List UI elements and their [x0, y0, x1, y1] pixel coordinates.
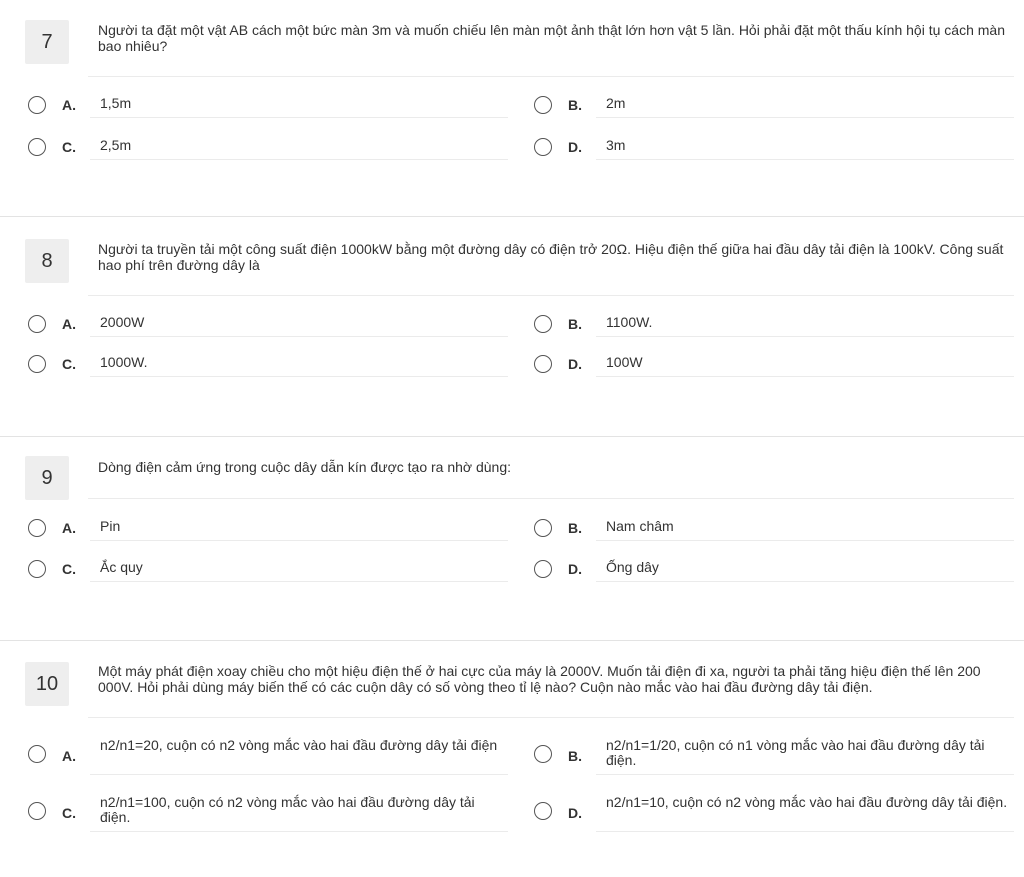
option-text: 100W [606, 354, 643, 370]
option-letter: A. [62, 316, 76, 332]
radio-button[interactable] [534, 560, 552, 578]
option-letter: D. [568, 805, 582, 821]
option-text: n2/n1=20, cuộn có n2 vòng mắc vào hai đầu đường dây tải điện [100, 737, 498, 753]
option-letter: C. [62, 139, 76, 155]
option-text: Ắc quy [100, 559, 143, 575]
radio-button[interactable] [28, 96, 46, 114]
option-d[interactable] [534, 788, 1014, 834]
question-9 [0, 436, 1024, 621]
radio-button[interactable] [28, 315, 46, 333]
radio-button[interactable] [534, 745, 552, 763]
option-letter: A. [62, 97, 76, 113]
option-c[interactable] [28, 345, 508, 385]
option-text: 3m [606, 137, 626, 153]
question-text: Một máy phát điện xoay chiều cho một hiệu điện thế ở hai cực của máy là 2000V. Muốn tải điện đi xa, người ta phải tăng hiệu điện thế lên 200 000V. Hỏi phải dùng máy biến thế có các cuộn dây có số vòng theo tỉ lệ nào? Cuộn nào mắc vào hai đầu đường dây tải điện. [98, 663, 981, 695]
option-letter: B. [568, 97, 582, 113]
option-a[interactable] [28, 305, 508, 345]
radio-button[interactable] [534, 315, 552, 333]
option-letter: C. [62, 805, 76, 821]
option-text: Nam châm [606, 518, 674, 534]
option-d[interactable] [534, 128, 1014, 168]
option-text: 2m [606, 95, 626, 111]
option-d[interactable] [534, 550, 1014, 590]
option-d[interactable] [534, 345, 1014, 385]
option-letter: C. [62, 356, 76, 372]
option-letter: B. [568, 748, 582, 764]
radio-button[interactable] [28, 519, 46, 537]
question-number: 9 [25, 456, 69, 500]
option-letter: B. [568, 520, 582, 536]
option-b[interactable] [534, 86, 1014, 126]
option-letter: C. [62, 561, 76, 577]
radio-button[interactable] [28, 802, 46, 820]
option-c[interactable] [28, 550, 508, 590]
radio-button[interactable] [534, 138, 552, 156]
radio-button[interactable] [534, 519, 552, 537]
option-text: n2/n1=10, cuộn có n2 vòng mắc vào hai đầu đường dây tải điện. [606, 794, 1008, 810]
radio-button[interactable] [534, 355, 552, 373]
option-letter: D. [568, 356, 582, 372]
radio-button[interactable] [28, 355, 46, 373]
option-text: 2,5m [100, 137, 132, 153]
option-b[interactable] [534, 731, 1014, 777]
option-letter: B. [568, 316, 582, 332]
option-text: n2/n1=1/20, cuộn có n1 vòng mắc vào hai đầu đường dây tải điện. [606, 737, 985, 768]
option-letter: A. [62, 748, 76, 764]
option-a[interactable] [28, 86, 508, 126]
radio-button[interactable] [28, 560, 46, 578]
option-text: 1100W. [606, 314, 653, 330]
option-letter: A. [62, 520, 76, 536]
question-text: Người ta đặt một vật AB cách một bức màn 3m và muốn chiếu lên màn một ảnh thật lớn hơn vật 5 lần. Hỏi phải đặt một thấu kính hội tụ cách màn bao nhiêu? [98, 22, 1005, 54]
question-text: Người ta truyền tải một công suất điện 1000kW bằng một đường dây có điện trở 20Ω. Hiệu điện thế giữa hai đầu dây tải điện là 100kV. Công suất hao phí trên đường dây là [98, 241, 1004, 273]
question-number: 10 [25, 662, 69, 706]
question-number: 7 [25, 20, 69, 64]
radio-button[interactable] [28, 745, 46, 763]
option-text: n2/n1=100, cuộn có n2 vòng mắc vào hai đầu đường dây tải điện. [100, 794, 475, 825]
option-c[interactable] [28, 128, 508, 168]
option-a[interactable] [28, 509, 508, 549]
option-b[interactable] [534, 305, 1014, 345]
option-text: 2000W [100, 314, 145, 330]
question-text: Dòng điện cảm ứng trong cuộc dây dẫn kín được tạo ra nhờ dùng: [98, 459, 512, 475]
option-b[interactable] [534, 509, 1014, 549]
option-a[interactable] [28, 731, 508, 777]
radio-button[interactable] [534, 802, 552, 820]
option-text: 1,5m [100, 95, 132, 111]
question-10 [0, 640, 1024, 877]
radio-button[interactable] [534, 96, 552, 114]
option-text: 1000W. [100, 354, 148, 370]
option-letter: D. [568, 139, 582, 155]
question-7 [0, 0, 1024, 198]
question-8 [0, 216, 1024, 415]
option-letter: D. [568, 561, 582, 577]
option-c[interactable] [28, 788, 508, 834]
radio-button[interactable] [28, 138, 46, 156]
option-text: Pin [100, 518, 121, 534]
option-text: Ống dây [606, 559, 659, 575]
question-number: 8 [25, 239, 69, 283]
